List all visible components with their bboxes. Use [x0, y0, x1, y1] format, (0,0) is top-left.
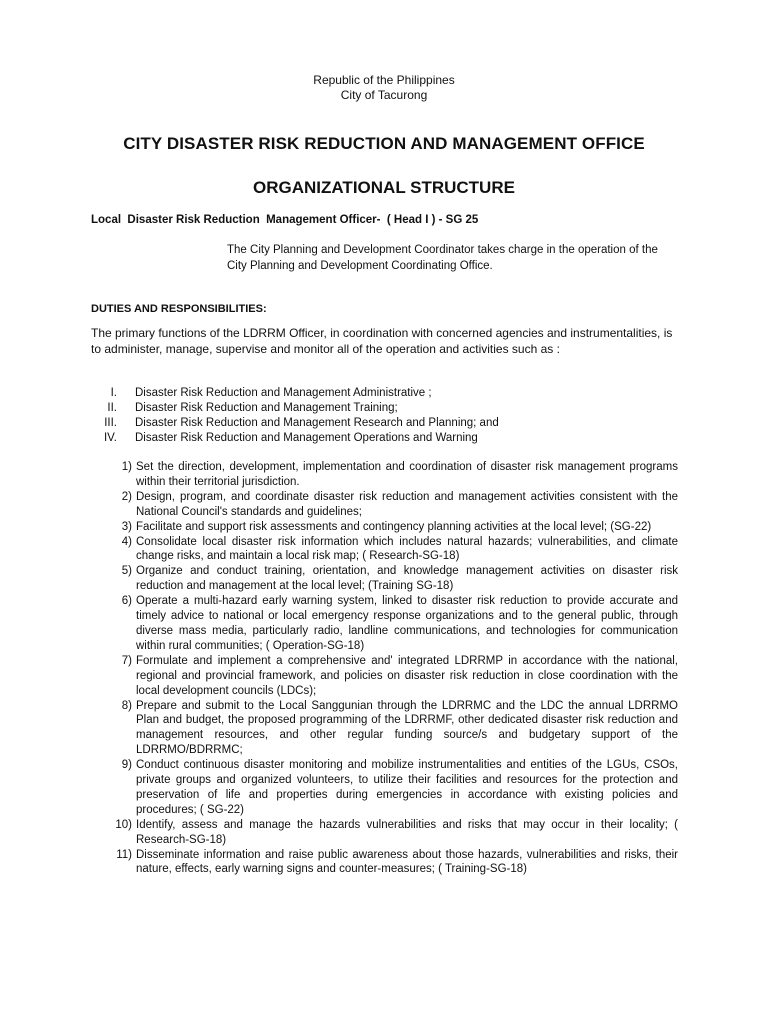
list-item-number: IV. [103, 432, 117, 444]
duty-text: Design, program, and coordinate disaster risk reduction and management activities consistent with the National Council's standards and guidelines; [136, 490, 678, 518]
duty-item [108, 758, 678, 818]
duty-number: 2) [121, 490, 132, 503]
list-item-number: III. [104, 417, 117, 429]
duty-number: 3) [121, 520, 132, 533]
duties-heading: DUTIES AND RESPONSIBILITIES: [91, 303, 267, 315]
duty-text: Consolidate local disaster risk information which includes natural hazards; vulnerabilities, and climate change risks, and maintain a local risk map; ( Research-SG-18) [136, 535, 678, 563]
duty-item [108, 520, 678, 535]
duty-item [108, 490, 678, 520]
duty-item [108, 699, 678, 759]
duties-list [108, 460, 678, 877]
duty-text: Disseminate information and raise public awareness about those hazards, vulnerabilities and risks, their nature, effects, early warning signs and counter-measures; ( Training-SG-18) [136, 848, 678, 876]
duty-item [108, 535, 678, 565]
list-item [91, 401, 679, 416]
duty-number: 8) [121, 699, 132, 712]
duty-text: Conduct continuous disaster monitoring and mobilize instrumentalities and entities of the LGUs, CSOs, private groups and organized volunteers, to utilize their facilities and resources for the protection and preservation of life and properties during emergencies in accordance with existing policies and procedures; ( SG-22) [136, 759, 678, 816]
duty-number: 10) [115, 818, 132, 831]
duty-item [108, 818, 678, 848]
duty-item [108, 654, 678, 699]
duty-text: Organize and conduct training, orientation, and knowledge management activities on disaster risk reduction and management at the local level; (Training SG-18) [136, 565, 678, 593]
intro-paragraph: The City Planning and Development Coordinator takes charge in the operation of the City Planning and Development Coordinating Office. [227, 244, 658, 272]
duty-text: Formulate and implement a comprehensive and' integrated LDRRMP in accordance with the national, regional and provincial framework, and policies on disaster risk reduction in close coordination with the local development councils (LDCs); [136, 654, 678, 697]
duty-text: Set the direction, development, implementation and coordination of disaster risk management programs within their territorial jurisdiction. [136, 461, 678, 488]
document-header [0, 73, 768, 103]
header-republic: Republic of the Philippines [313, 73, 455, 87]
office-title: CITY DISASTER RISK REDUCTION AND MANAGEMENT OFFICE [123, 134, 645, 153]
duty-number: 5) [121, 565, 132, 578]
structure-title: ORGANIZATIONAL STRUCTURE [253, 178, 515, 197]
duty-number: 6) [121, 595, 132, 608]
list-item-number: I. [110, 387, 117, 399]
areas-list [91, 386, 679, 446]
list-item-number: II. [107, 402, 117, 414]
duty-number: 9) [121, 759, 132, 772]
duty-text: Prepare and submit to the Local Sanggunian through the LDRRMC and the LDC the annual LDRRMO Plan and budget, the proposed programming of the LDRRMF, other dedicated disaster risk reduction and management resources, and other regular funding source/s and budgetary support of the LDRRMO/BDRRMC; [136, 699, 678, 757]
duty-item [108, 564, 678, 594]
list-item-text: Disaster Risk Reduction and Management Research and Planning; and [135, 417, 499, 429]
list-item [91, 431, 679, 446]
list-item-text: Disaster Risk Reduction and Management Training; [135, 402, 398, 414]
list-item-text: Disaster Risk Reduction and Management Operations and Warning [135, 432, 478, 444]
duty-item [108, 594, 678, 654]
duty-text: Facilitate and support risk assessments and contingency planning activities at the local level; (SG-22) [136, 520, 652, 533]
position-title: Local Disaster Risk Reduction Management Officer- ( Head I ) - SG 25 [91, 214, 479, 226]
duty-item [108, 460, 678, 490]
duty-item [108, 848, 678, 878]
primary-functions-paragraph: The primary functions of the LDRRM Officer, in coordination with concerned agencies and instrumentalities, is to administer, manage, supervise and monitor all of the operation and activities such as : [91, 326, 673, 356]
duty-text: Operate a multi-hazard early warning system, linked to disaster risk reduction to provide accurate and timely advice to national or local emergency response organizations and to the general public, through diverse mass media, particularly radio, landline communications, and technologies for communication within rural communities; ( Operation-SG-18) [136, 595, 678, 652]
duty-number: 1) [121, 461, 132, 473]
duty-number: 4) [121, 535, 132, 548]
duty-number: 7) [121, 654, 132, 667]
header-city: City of Tacurong [340, 88, 428, 102]
duty-number: 11) [116, 848, 132, 861]
list-item [91, 386, 679, 401]
duty-text: Identify, assess and manage the hazards vulnerabilities and risks that may occur in their locality; ( Research-SG-18) [136, 818, 678, 846]
list-item [91, 416, 679, 431]
list-item-text: Disaster Risk Reduction and Management Administrative ; [135, 387, 432, 399]
